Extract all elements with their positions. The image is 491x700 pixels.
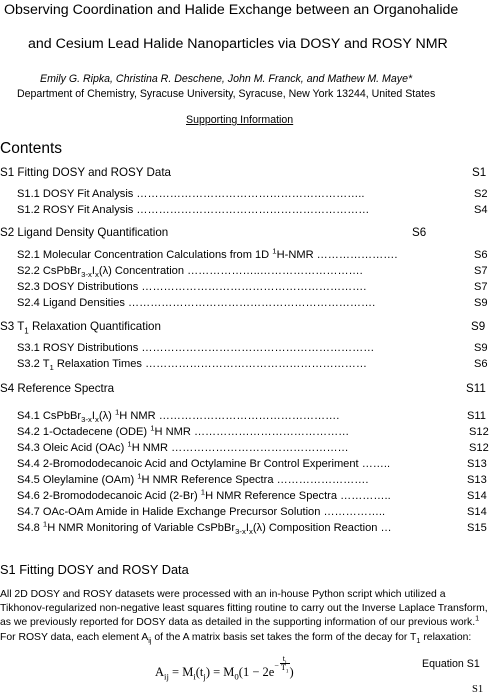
toc-entry-label: S2.3 DOSY Distributions ……………………………………………………. xyxy=(17,281,367,293)
subscript: x xyxy=(95,270,99,280)
toc-entry-label: S4.6 2-Bromododecanoic Acid (2-Br) xyxy=(17,490,201,502)
toc-entry-label: S3 T xyxy=(0,320,25,333)
page-number: S1 xyxy=(472,684,484,695)
toc-page: S9 xyxy=(474,342,488,354)
contents-heading: Contents xyxy=(0,140,63,157)
toc-page: S4 xyxy=(474,204,488,216)
eq-part: (t xyxy=(195,665,204,679)
toc-page: S9 xyxy=(474,297,488,309)
toc-page: S6 xyxy=(412,226,427,239)
paragraph-text: of the A matrix basis set takes the form of the decay for T xyxy=(151,631,417,643)
toc-entry[interactable] xyxy=(0,166,171,179)
toc-entry[interactable] xyxy=(17,487,391,502)
subscript: 0 xyxy=(234,671,239,682)
eq-part: ) xyxy=(289,665,294,679)
toc-page: S15 xyxy=(467,522,487,534)
subscript: 1 xyxy=(416,635,421,645)
superscript: 1 xyxy=(127,439,132,449)
toc-entry[interactable] xyxy=(0,320,161,336)
toc-page: S2 xyxy=(474,188,488,200)
subscript: x xyxy=(95,415,99,425)
subscript: 1 xyxy=(24,326,29,336)
toc-entry-label: S3.1 ROSY Distributions ……………………………………………………… xyxy=(17,342,375,354)
eq-part: A xyxy=(155,665,165,679)
toc-entry[interactable] xyxy=(17,281,366,293)
toc-entry-label: S1.1 DOSY Fit Analysis …………………………………………………….. xyxy=(17,188,365,200)
equation-s1 xyxy=(155,655,294,680)
eq-part: t xyxy=(282,654,285,663)
toc-entry[interactable] xyxy=(17,423,350,438)
toc-page: S1 xyxy=(472,166,487,179)
title-line-2: and Cesium Lead Halide Nanoparticles via DOSY and ROSY NMR xyxy=(28,36,448,52)
subscript: 3-x xyxy=(235,527,246,537)
paragraph-text: All 2D DOSY and ROSY datasets were processed with an in-house Python script which utilized a Tikhonov-regularized non-negative least squares fitting routine to carry out the Inverse Laplace Transform, as we previously reported for DOSY data as detailed in the supporting information of our previous work. xyxy=(0,589,488,629)
authors: Emily G. Ripka, Christina R. Deschene, John M. Franck, and Mathew M. Maye* xyxy=(40,73,413,85)
subscript: ij xyxy=(164,671,169,682)
toc-entry[interactable] xyxy=(17,471,369,486)
toc-entry-label: H NMR Monitoring of Variable CsPbBr xyxy=(47,522,236,534)
toc-page: S6 xyxy=(474,358,488,370)
eq-part: T xyxy=(280,663,286,672)
toc-entry[interactable] xyxy=(17,407,340,425)
subscript: i xyxy=(193,671,196,682)
toc-entry-label: S4.1 CsPbBr xyxy=(17,410,82,422)
toc-entry-label: Relaxation Quantification xyxy=(28,320,161,333)
subscript: 1 xyxy=(285,668,289,675)
superscript: 1 xyxy=(150,423,155,433)
supporting-information-link: Supporting Information xyxy=(186,114,294,126)
toc-entry[interactable] xyxy=(17,439,349,454)
toc-entry-label: S1.2 ROSY Fit Analysis ……………………………………………………… xyxy=(17,204,370,216)
toc-page: S9 xyxy=(471,320,486,333)
toc-entry-label: H NMR …………………………………………. xyxy=(119,410,340,422)
eq-part: (1 − 2e xyxy=(238,665,275,679)
toc-page: S7 xyxy=(474,281,488,293)
paragraph-text: relaxation: xyxy=(420,631,472,643)
toc-entry-label: Relaxation Times …………………………………………………… xyxy=(53,358,367,370)
toc-entry[interactable] xyxy=(17,342,374,354)
subscript: 3-x xyxy=(81,270,92,280)
title-line-1: Observing Coordination and Halide Exchange between an Organohalide xyxy=(4,2,459,18)
body-paragraph xyxy=(0,588,489,645)
toc-entry-label: H NMR Reference Spectra ………….. xyxy=(205,490,391,502)
superscript: 1 xyxy=(42,519,48,529)
toc-entry-label: S2 Ligand Density Quantification xyxy=(0,226,169,239)
superscript: 1 xyxy=(200,487,206,497)
paragraph-text: For ROSY data, each element A xyxy=(0,631,149,643)
toc-entry[interactable] xyxy=(17,519,392,537)
toc-entry-label: H NMR …………………………………… xyxy=(154,426,350,438)
toc-entry-label: S4.2 1-Octadecene (ODE) xyxy=(17,426,151,438)
toc-page: S14 xyxy=(467,490,487,502)
toc-entry-label: S3.2 T xyxy=(17,358,50,370)
toc-entry[interactable] xyxy=(17,358,367,373)
toc-entry-label: S1 Fitting DOSY and ROSY Data xyxy=(0,166,171,179)
toc-entry-label: S2.2 CsPbBr xyxy=(17,265,82,277)
toc-entry[interactable] xyxy=(0,226,168,239)
subscript: j xyxy=(285,659,287,666)
toc-page: S12 xyxy=(469,442,489,454)
toc-entry[interactable] xyxy=(17,297,375,309)
toc-entry[interactable] xyxy=(17,246,398,261)
toc-entry[interactable] xyxy=(17,265,363,280)
toc-page: S14 xyxy=(467,506,487,518)
toc-page: S12 xyxy=(469,426,489,438)
toc-entry-label: S4.3 Oleic Acid (OAc) xyxy=(17,442,128,454)
superscript: 1 xyxy=(137,471,142,481)
toc-entry-label: S4.7 OAc-OAm Amide in Halide Exchange Precursor Solution …………….. xyxy=(17,506,386,518)
toc-page: S13 xyxy=(467,458,487,470)
toc-entry[interactable] xyxy=(0,382,114,395)
subscript: j xyxy=(203,671,206,682)
toc-entry-label: H-NMR …………………. xyxy=(276,249,398,261)
toc-entry-label: S2.4 Ligand Densities …………………………………………………………. xyxy=(17,297,376,309)
toc-entry-label: I xyxy=(91,410,96,422)
toc-entry-label: S4.4 2-Bromododecanoic Acid and Octylamine Br Control Experiment …….. xyxy=(17,458,391,470)
toc-entry-label: H NMR ………………………………………… xyxy=(131,442,349,454)
toc-entry-label: S4 Reference Spectra xyxy=(0,382,115,395)
subscript: 1 xyxy=(49,363,54,373)
superscript: 1 xyxy=(114,407,120,417)
toc-page: S13 xyxy=(467,474,487,486)
superscript: 1 xyxy=(272,246,277,256)
toc-entry-label: (λ) Composition Reaction … xyxy=(252,522,392,534)
toc-entry-label: H NMR Reference Spectra ……………………. xyxy=(141,474,369,486)
subscript: ij xyxy=(148,635,152,645)
toc-entry[interactable] xyxy=(17,506,385,518)
subscript: x xyxy=(248,527,253,537)
toc-page: S11 xyxy=(466,382,486,395)
toc-page: S7 xyxy=(474,265,488,277)
toc-entry-label: S2.1 Molecular Concentration Calculations from 1D xyxy=(17,249,273,261)
toc-entry[interactable] xyxy=(17,204,369,216)
toc-entry-label: (λ) Concentration ………………..………………………. xyxy=(98,265,363,277)
exponent-denominator xyxy=(280,663,290,675)
equation-label: Equation S1 xyxy=(422,658,480,670)
subscript: 3-x xyxy=(81,415,92,425)
eq-part: = M xyxy=(168,665,194,679)
affiliation: Department of Chemistry, Syracuse University, Syracuse, New York 13244, United States xyxy=(17,88,436,100)
citation-ref[interactable]: 1 xyxy=(475,613,480,623)
toc-page: S11 xyxy=(467,410,486,422)
toc-entry-label: (λ) xyxy=(98,410,115,422)
eq-part: ) = M xyxy=(205,665,235,679)
toc-entry-label: S4.8 xyxy=(17,522,43,534)
exponent-fraction-stack xyxy=(280,654,290,675)
toc-entry-label: I xyxy=(245,522,249,534)
toc-entry[interactable] xyxy=(17,458,390,470)
toc-entry-label: I xyxy=(91,265,96,277)
toc-entry[interactable] xyxy=(17,188,364,200)
toc-entry-label: S4.5 Oleylamine (OAm) xyxy=(17,474,138,486)
toc-page: S6 xyxy=(474,249,488,261)
exponent-fraction: − xyxy=(274,661,279,670)
section-heading: S1 Fitting DOSY and ROSY Data xyxy=(0,562,189,577)
